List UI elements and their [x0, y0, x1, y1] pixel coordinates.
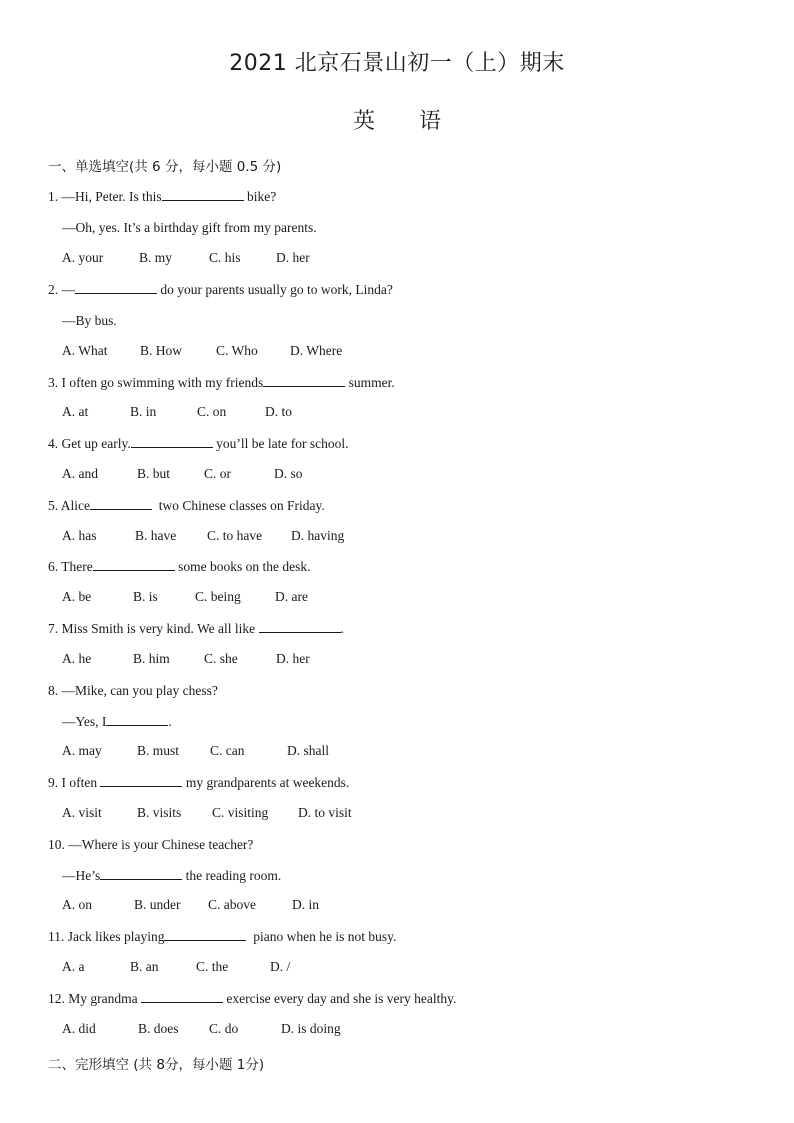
option-c: C. above — [208, 897, 256, 912]
option-c: C. the — [196, 959, 229, 974]
option-d: D. is doing — [281, 1021, 341, 1036]
answer-blank — [141, 990, 223, 1003]
question-1-stem: 1. —Hi, Peter. Is this bike? — [48, 189, 277, 204]
question-2-reply: —By bus. — [62, 313, 117, 328]
option-c: C. she — [204, 651, 238, 666]
option-b: B. him — [133, 651, 170, 666]
option-d: D. her — [276, 651, 310, 666]
answer-blank — [162, 188, 244, 201]
question-3-stem: 3. I often go swimming with my friends summer. — [48, 375, 395, 390]
question-10-reply: —He’s the reading room. — [62, 868, 282, 883]
option-c: C. being — [195, 589, 241, 604]
answer-blank — [100, 774, 182, 787]
question-12-stem: 12. My grandma exercise every day and she is very healthy. — [48, 991, 457, 1006]
option-a: A. visit — [62, 805, 102, 820]
question-4-stem: 4. Get up early. you’ll be late for school. — [48, 436, 349, 451]
option-d: D. shall — [287, 743, 329, 758]
option-b: B. under — [134, 897, 181, 912]
option-d: D. / — [270, 959, 291, 974]
option-a: A. your — [62, 250, 104, 265]
question-11-stem: 11. Jack likes playing piano when he is not busy. — [48, 929, 397, 944]
option-a: A. he — [62, 651, 92, 666]
option-a: A. What — [62, 343, 108, 358]
option-b: B. an — [130, 959, 159, 974]
option-a: A. a — [62, 959, 85, 974]
option-b: B. is — [133, 589, 158, 604]
answer-blank — [93, 558, 175, 571]
option-b: B. my — [139, 250, 173, 265]
option-a: A. and — [62, 466, 98, 481]
question-7-stem: 7. Miss Smith is very kind. We all like . — [48, 621, 344, 636]
question-8-stem: 8. —Mike, can you play chess? — [48, 683, 218, 698]
option-d: D. in — [292, 897, 319, 912]
option-d: D. her — [276, 250, 310, 265]
answer-blank — [106, 713, 168, 726]
answer-blank — [259, 620, 341, 633]
option-a: A. has — [62, 528, 97, 543]
question-1-reply: —Oh, yes. It’s a birthday gift from my parents. — [62, 220, 317, 235]
question-8-reply: —Yes, I . — [62, 714, 172, 729]
option-d: D. so — [274, 466, 303, 481]
option-b: B. does — [138, 1021, 179, 1036]
option-b: B. have — [135, 528, 177, 543]
option-b: B. in — [130, 404, 157, 419]
option-c: C. can — [210, 743, 245, 758]
option-a: A. did — [62, 1021, 96, 1036]
answer-blank — [75, 281, 157, 294]
answer-blank — [100, 867, 182, 880]
option-b: B. must — [137, 743, 180, 758]
option-c: C. Who — [216, 343, 258, 358]
section-heading-cloze: 二、完形填空 (共 8分，每小题 1分) — [48, 1057, 265, 1073]
option-c: C. to have — [207, 528, 263, 543]
question-5-stem: 5. Alice two Chinese classes on Friday. — [48, 498, 325, 513]
option-b: B. visits — [137, 805, 182, 820]
option-c: C. on — [197, 404, 227, 419]
option-d: D. to — [265, 404, 292, 419]
option-a: A. may — [62, 743, 102, 758]
section-heading-single-choice: 一、单选填空(共 6 分，每小题 0.5 分) — [48, 159, 282, 175]
answer-blank — [90, 497, 152, 510]
option-c: C. do — [209, 1021, 239, 1036]
answer-blank — [263, 374, 345, 387]
answer-blank — [131, 435, 213, 448]
option-d: D. to visit — [298, 805, 352, 820]
question-2-stem: 2. — do your parents usually go to work, Linda? — [48, 282, 393, 297]
question-10-stem: 10. —Where is your Chinese teacher? — [48, 837, 254, 852]
option-d: D. Where — [290, 343, 343, 358]
question-6-stem: 6. There some books on the desk. — [48, 559, 311, 574]
option-c: C. visiting — [212, 805, 269, 820]
option-c: C. his — [209, 250, 241, 265]
option-a: A. on — [62, 897, 92, 912]
page-title: 2021 北京石景山初一（上）期末 — [229, 51, 565, 76]
option-d: D. are — [275, 589, 308, 604]
option-c: C. or — [204, 466, 231, 481]
option-b: B. How — [140, 343, 183, 358]
option-b: B. but — [137, 466, 171, 481]
answer-blank — [164, 928, 246, 941]
option-a: A. at — [62, 404, 89, 419]
option-d: D. having — [291, 528, 345, 543]
subject-title: 英 语 — [352, 109, 441, 134]
option-a: A. be — [62, 589, 92, 604]
question-9-stem: 9. I often my grandparents at weekends. — [48, 775, 350, 790]
